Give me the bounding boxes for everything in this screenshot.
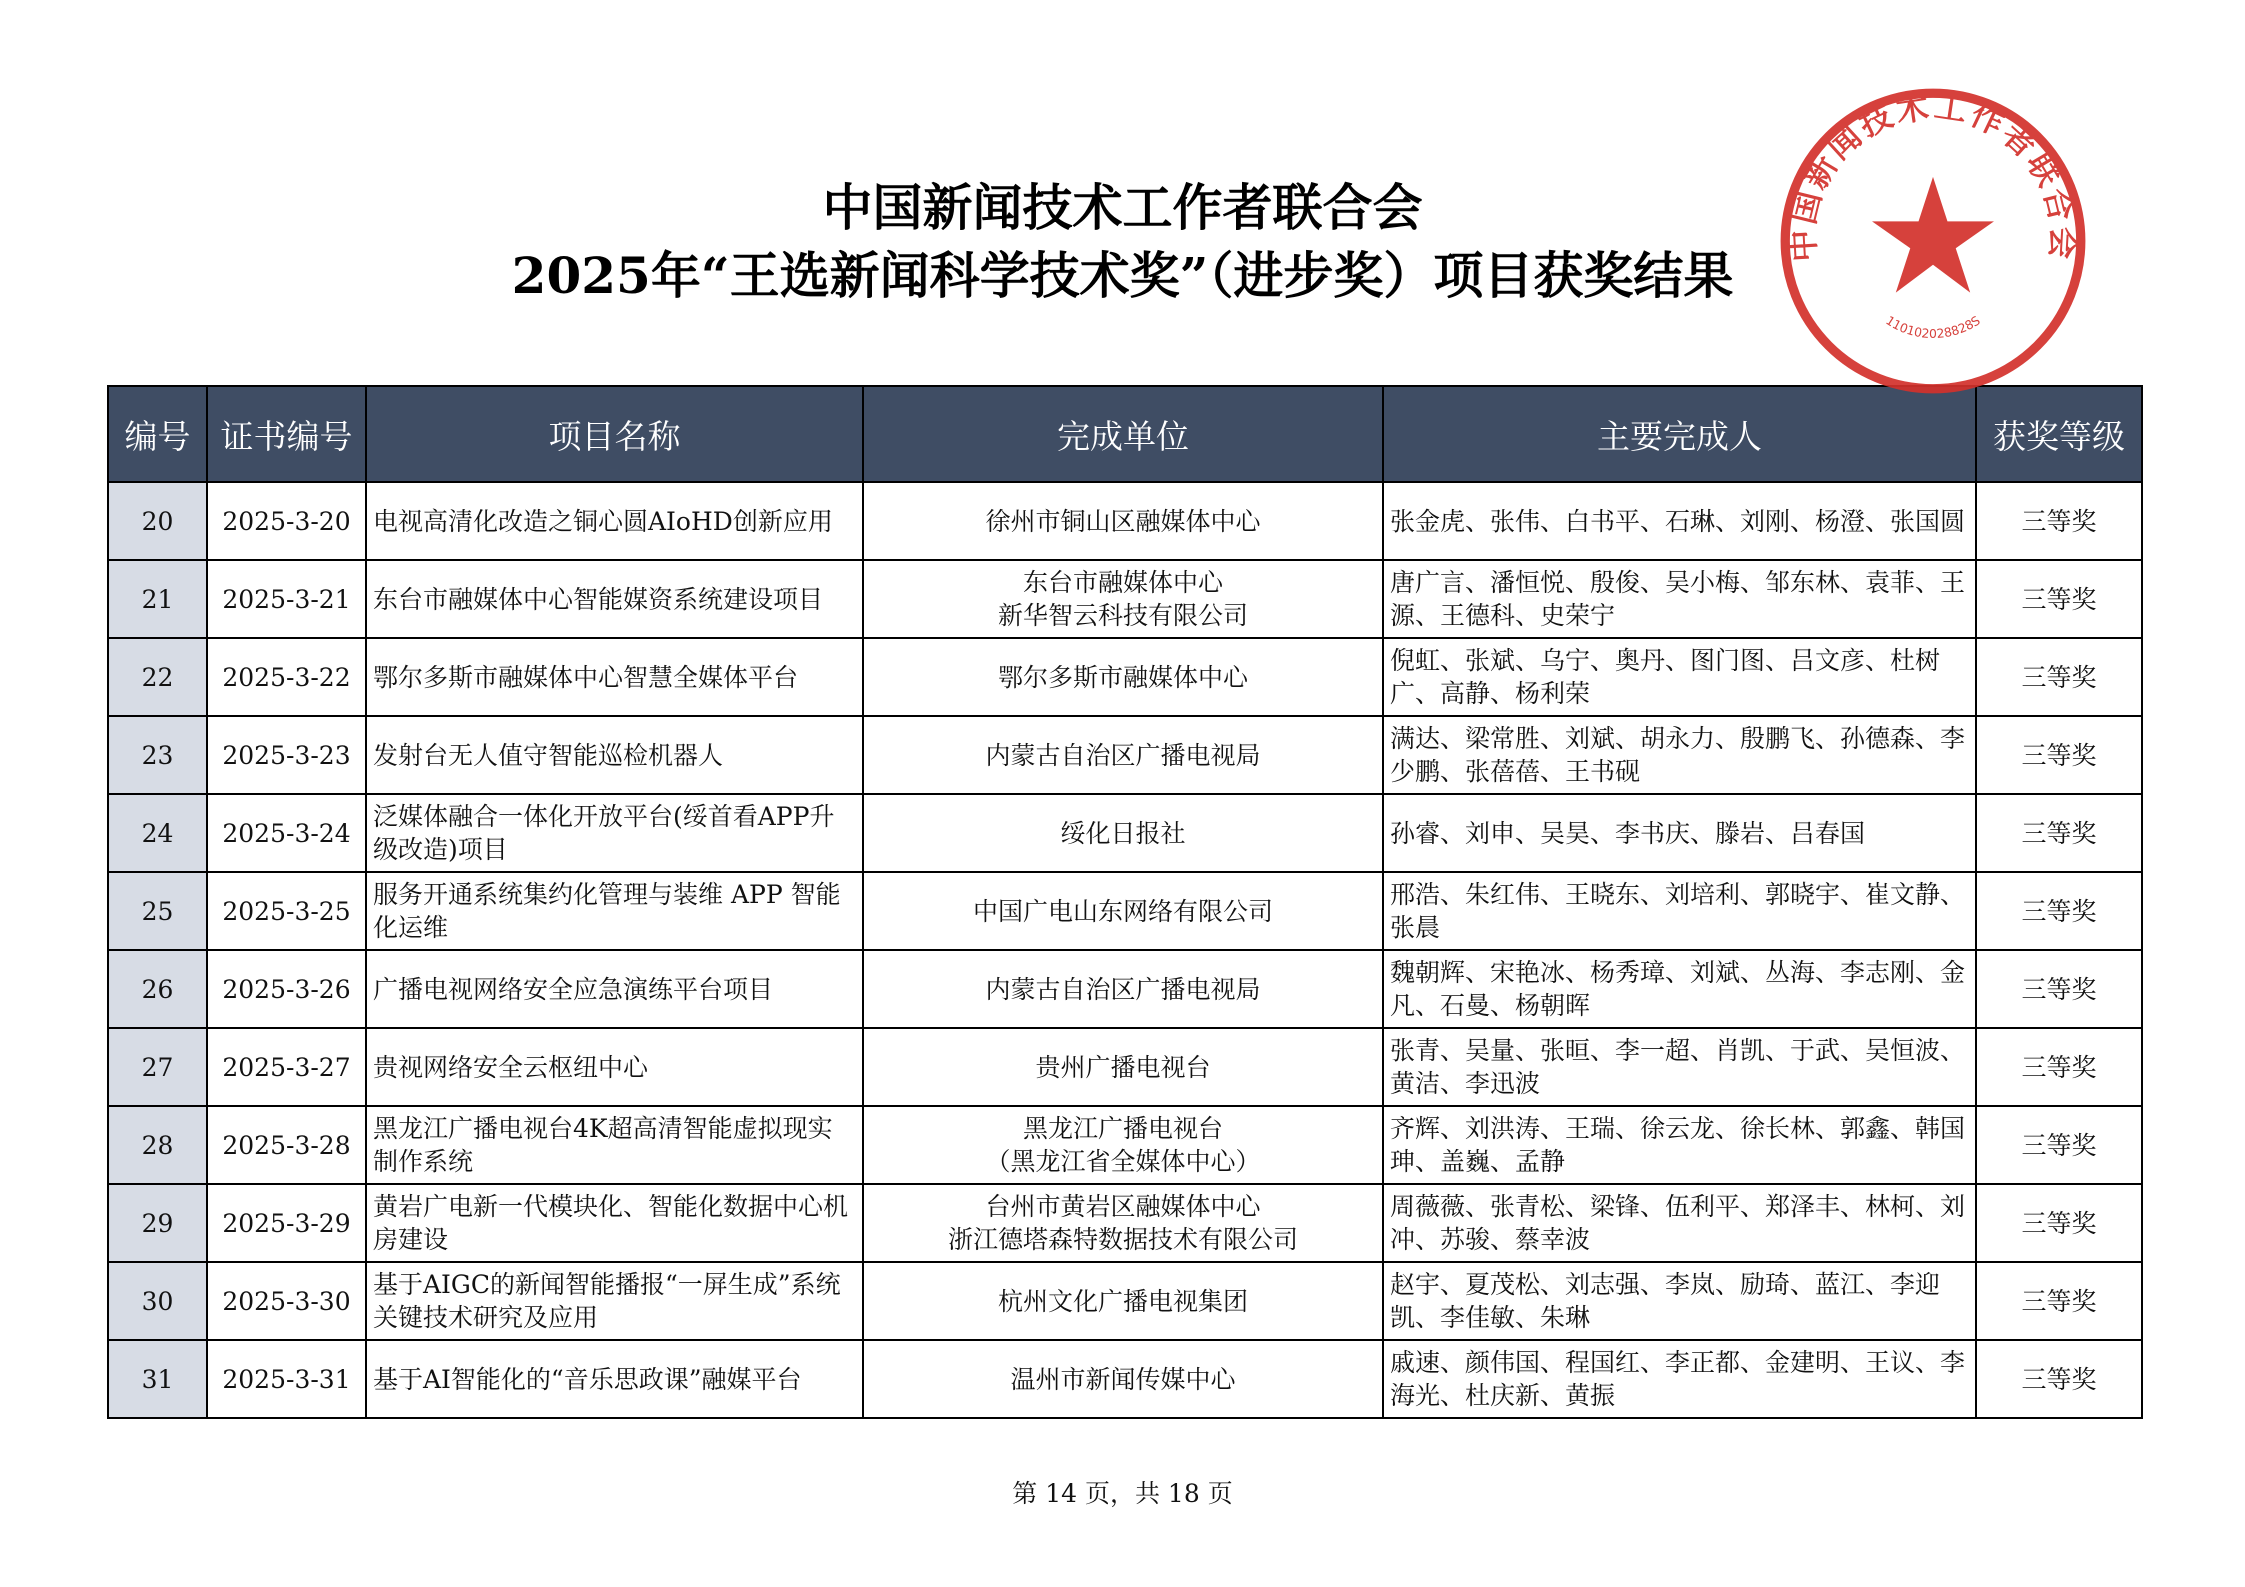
table-row bbox=[108, 482, 2142, 560]
cell-unit: 鄂尔多斯市融媒体中心 bbox=[863, 638, 1383, 716]
cell-no: 29 bbox=[108, 1184, 207, 1262]
cell-level: 三等奖 bbox=[1976, 872, 2142, 950]
page-title: 2025年“王选新闻科学技术奖”（进步奖）项目获奖结果 bbox=[511, 246, 1734, 305]
cell-project-name: 鄂尔多斯市融媒体中心智慧全媒体平台 bbox=[366, 638, 863, 716]
column-header-unit: 完成单位 bbox=[863, 386, 1383, 482]
table-row bbox=[108, 950, 2142, 1028]
table-row bbox=[108, 1184, 2142, 1262]
cell-unit: 中国广电山东网络有限公司 bbox=[863, 872, 1383, 950]
cell-cert: 2025-3-24 bbox=[207, 794, 366, 872]
table-row bbox=[108, 560, 2142, 638]
svg-text:110102028828S bbox=[1883, 313, 1983, 342]
cell-level: 三等奖 bbox=[1976, 716, 2142, 794]
cell-no: 30 bbox=[108, 1262, 207, 1340]
cell-people: 周薇薇、张青松、梁锋、伍利平、郑泽丰、林柯、刘冲、苏骏、蔡幸波 bbox=[1383, 1184, 1976, 1262]
cell-unit: 东台市融媒体中心 新华智云科技有限公司 bbox=[863, 560, 1383, 638]
page-footer: 第 14 页，共 18 页 bbox=[1012, 1479, 1233, 1508]
table-row bbox=[108, 1262, 2142, 1340]
table-row bbox=[108, 1028, 2142, 1106]
cell-people: 戚速、颜伟国、程国红、李正都、金建明、王议、李海光、杜庆新、黄振 bbox=[1383, 1340, 1976, 1418]
official-seal bbox=[1778, 86, 2088, 396]
cell-unit: 绥化日报社 bbox=[863, 794, 1383, 872]
seal-star-icon bbox=[1872, 177, 1994, 293]
cell-cert: 2025-3-25 bbox=[207, 872, 366, 950]
cell-project-name: 电视高清化改造之铜心圆AIoHD创新应用 bbox=[366, 482, 863, 560]
cell-level: 三等奖 bbox=[1976, 482, 2142, 560]
cell-no: 27 bbox=[108, 1028, 207, 1106]
table-row bbox=[108, 794, 2142, 872]
cell-project-name: 服务开通系统集约化管理与装维 APP 智能化运维 bbox=[366, 872, 863, 950]
cell-no: 24 bbox=[108, 794, 207, 872]
cell-cert: 2025-3-29 bbox=[207, 1184, 366, 1262]
cell-no: 23 bbox=[108, 716, 207, 794]
cell-level: 三等奖 bbox=[1976, 1184, 2142, 1262]
cell-level: 三等奖 bbox=[1976, 1106, 2142, 1184]
table-header-row bbox=[108, 386, 2142, 482]
cell-level: 三等奖 bbox=[1976, 560, 2142, 638]
cell-no: 28 bbox=[108, 1106, 207, 1184]
cell-no: 21 bbox=[108, 560, 207, 638]
cell-people: 邢浩、朱红伟、王晓东、刘培利、郭晓宇、崔文静、张晨 bbox=[1383, 872, 1976, 950]
cell-cert: 2025-3-21 bbox=[207, 560, 366, 638]
cell-level: 三等奖 bbox=[1976, 950, 2142, 1028]
table-row bbox=[108, 638, 2142, 716]
cell-project-name: 广播电视网络安全应急演练平台项目 bbox=[366, 950, 863, 1028]
org-title: 中国新闻技术工作者联合会 bbox=[822, 178, 1423, 237]
column-header-cert: 证书编号 bbox=[207, 386, 366, 482]
cell-cert: 2025-3-31 bbox=[207, 1340, 366, 1418]
cell-people: 魏朝辉、宋艳冰、杨秀璋、刘斌、丛海、李志刚、金凡、石曼、杨朝晖 bbox=[1383, 950, 1976, 1028]
cell-people: 赵宇、夏茂松、刘志强、李岚、励琦、蓝江、李迎凯、李佳敏、朱琳 bbox=[1383, 1262, 1976, 1340]
seal-code: 110102028828S bbox=[1883, 312, 1983, 342]
cell-cert: 2025-3-23 bbox=[207, 716, 366, 794]
cell-level: 三等奖 bbox=[1976, 1028, 2142, 1106]
cell-project-name: 泛媒体融合一体化开放平台(绥首看APP升级改造)项目 bbox=[366, 794, 863, 872]
cell-level: 三等奖 bbox=[1976, 638, 2142, 716]
cell-cert: 2025-3-20 bbox=[207, 482, 366, 560]
cell-unit: 内蒙古自治区广播电视局 bbox=[863, 950, 1383, 1028]
cell-cert: 2025-3-22 bbox=[207, 638, 366, 716]
table-row bbox=[108, 872, 2142, 950]
cell-unit: 黑龙江广播电视台 （黑龙江省全媒体中心） bbox=[863, 1106, 1383, 1184]
cell-cert: 2025-3-30 bbox=[207, 1262, 366, 1340]
cell-cert: 2025-3-28 bbox=[207, 1106, 366, 1184]
cell-cert: 2025-3-27 bbox=[207, 1028, 366, 1106]
cell-level: 三等奖 bbox=[1976, 1262, 2142, 1340]
cell-unit: 贵州广播电视台 bbox=[863, 1028, 1383, 1106]
cell-no: 22 bbox=[108, 638, 207, 716]
cell-people: 满达、梁常胜、刘斌、胡永力、殷鹏飞、孙德森、李少鹏、张蓓蓓、王书砚 bbox=[1383, 716, 1976, 794]
cell-people: 孙睿、刘申、吴昊、李书庆、滕岩、吕春国 bbox=[1383, 794, 1976, 872]
column-header-people: 主要完成人 bbox=[1383, 386, 1976, 482]
cell-project-name: 贵视网络安全云枢纽中心 bbox=[366, 1028, 863, 1106]
cell-no: 20 bbox=[108, 482, 207, 560]
cell-project-name: 基于AIGC的新闻智能播报“一屏生成”系统关键技术研究及应用 bbox=[366, 1262, 863, 1340]
cell-cert: 2025-3-26 bbox=[207, 950, 366, 1028]
cell-no: 25 bbox=[108, 872, 207, 950]
table-row bbox=[108, 1106, 2142, 1184]
cell-people: 齐辉、刘洪涛、王瑞、徐云龙、徐长林、郭鑫、韩国珅、盖巍、孟静 bbox=[1383, 1106, 1976, 1184]
column-header-no: 编号 bbox=[108, 386, 207, 482]
cell-unit: 台州市黄岩区融媒体中心 浙江德塔森特数据技术有限公司 bbox=[863, 1184, 1383, 1262]
table-row bbox=[108, 716, 2142, 794]
cell-project-name: 东台市融媒体中心智能媒资系统建设项目 bbox=[366, 560, 863, 638]
cell-unit: 温州市新闻传媒中心 bbox=[863, 1340, 1383, 1418]
cell-people: 张金虎、张伟、白书平、石琳、刘刚、杨澄、张国圆 bbox=[1383, 482, 1976, 560]
cell-unit: 徐州市铜山区融媒体中心 bbox=[863, 482, 1383, 560]
cell-project-name: 发射台无人值守智能巡检机器人 bbox=[366, 716, 863, 794]
cell-unit: 杭州文化广播电视集团 bbox=[863, 1262, 1383, 1340]
cell-level: 三等奖 bbox=[1976, 794, 2142, 872]
column-header-level: 获奖等级 bbox=[1976, 386, 2142, 482]
cell-people: 唐广言、潘恒悦、殷俊、吴小梅、邹东林、袁菲、王源、王德科、史荣宁 bbox=[1383, 560, 1976, 638]
cell-people: 张青、吴量、张晅、李一超、肖凯、于武、吴恒波、黄洁、李迅波 bbox=[1383, 1028, 1976, 1106]
cell-project-name: 黄岩广电新一代模块化、智能化数据中心机房建设 bbox=[366, 1184, 863, 1262]
cell-level: 三等奖 bbox=[1976, 1340, 2142, 1418]
column-header-name: 项目名称 bbox=[366, 386, 863, 482]
awards-table bbox=[107, 385, 2143, 1419]
cell-unit: 内蒙古自治区广播电视局 bbox=[863, 716, 1383, 794]
cell-project-name: 黑龙江广播电视台4K超高清智能虚拟现实制作系统 bbox=[366, 1106, 863, 1184]
cell-project-name: 基于AI智能化的“音乐思政课”融媒平台 bbox=[366, 1340, 863, 1418]
cell-people: 倪虹、张斌、乌宁、奥丹、图门图、吕文彦、杜树广、高静、杨利荣 bbox=[1383, 638, 1976, 716]
cell-no: 26 bbox=[108, 950, 207, 1028]
cell-no: 31 bbox=[108, 1340, 207, 1418]
table-row bbox=[108, 1340, 2142, 1418]
seal-arc-text: 中国新闻技术工作者联合会 bbox=[1783, 87, 2083, 263]
